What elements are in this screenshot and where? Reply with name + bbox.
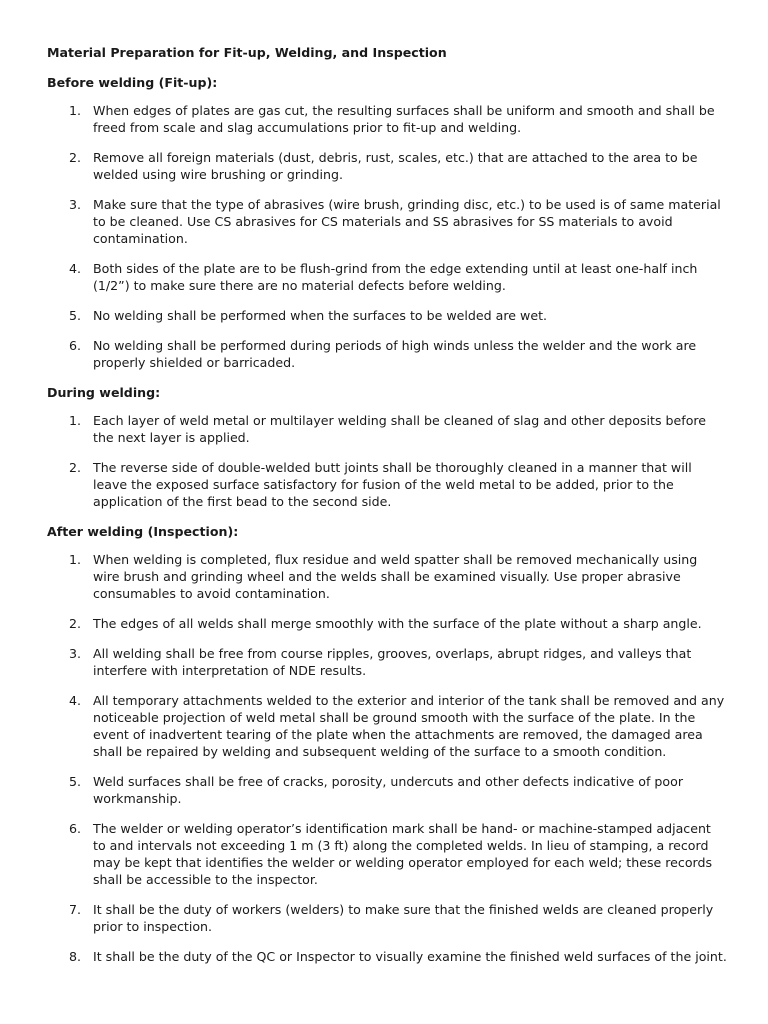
section-heading-before-welding: Before welding (Fit-up): [47, 75, 218, 90]
item-text: Both sides of the plate are to be flush-grind from the edge extending until at least one-half inch (1/2”) to make sure there are no material defects before welding. [93, 261, 698, 293]
item-number: 6. [69, 821, 82, 836]
item-number: 5. [69, 308, 82, 323]
list-item [47, 948, 727, 965]
item-text: Make sure that the type of abrasives (wire brush, grinding disc, etc.) to be used is of same material to be cleaned. Use CS abrasives for CS materials and SS abrasives for SS materials to avoid contamination. [93, 197, 721, 246]
list-item [47, 615, 727, 632]
item-text: Weld surfaces shall be free of cracks, porosity, undercuts and other defects indicative of poor workmanship. [93, 774, 684, 806]
item-number: 2. [69, 460, 82, 475]
item-number: 4. [69, 693, 82, 708]
list-item [47, 459, 727, 510]
item-text: When edges of plates are gas cut, the resulting surfaces shall be uniform and smooth and shall be freed from scale and slag accumulations prior to fit-up and welding. [93, 103, 715, 135]
item-text: It shall be the duty of workers (welders) to make sure that the finished welds are cleaned properly prior to inspection. [93, 902, 714, 934]
document-page [47, 44, 727, 978]
item-number: 2. [69, 616, 82, 631]
item-text: The edges of all welds shall merge smoothly with the surface of the plate without a sharp angle. [93, 616, 702, 631]
section-heading-after-welding: After welding (Inspection): [47, 524, 239, 539]
item-number: 3. [69, 646, 82, 661]
list-item [47, 692, 727, 760]
item-number: 3. [69, 197, 82, 212]
item-text: The reverse side of double-welded butt joints shall be thoroughly cleaned in a manner that will leave the exposed surface satisfactory for fusion of the weld metal to be added, prior to the application of the first bead to the second side. [93, 460, 692, 509]
item-number: 1. [69, 552, 82, 567]
item-text: The welder or welding operator’s identification mark shall be hand- or machine-stamped adjacent to and intervals not exceeding 1 m (3 ft) along the completed welds. In lieu of stamping, a record may be kept that identifies the welder or welding operator employed for each weld; these records shall be accessible to the inspector. [93, 821, 713, 887]
item-number: 1. [69, 413, 82, 428]
item-text: No welding shall be performed when the surfaces to be welded are wet. [93, 308, 548, 323]
item-number: 7. [69, 902, 82, 917]
list-item [47, 820, 727, 888]
item-number: 6. [69, 338, 82, 353]
list-item [47, 901, 727, 935]
item-text: All temporary attachments welded to the exterior and interior of the tank shall be removed and any noticeable projection of weld metal shall be ground smooth with the surface of the plate. In the event of inadvertent tearing of the plate when the attachments are removed, the damaged area shall be repaired by welding and subsequent welding of the surface to a smooth condition. [93, 693, 725, 759]
section-heading-during-welding: During welding: [47, 385, 161, 400]
after-welding-list [47, 551, 727, 965]
item-number: 5. [69, 774, 82, 789]
list-item [47, 102, 727, 136]
item-text: Remove all foreign materials (dust, debris, rust, scales, etc.) that are attached to the area to be welded using wire brushing or grinding. [93, 150, 698, 182]
during-welding-list [47, 412, 727, 510]
list-item [47, 149, 727, 183]
list-item [47, 196, 727, 247]
before-welding-list [47, 102, 727, 371]
item-number: 4. [69, 261, 82, 276]
list-item [47, 260, 727, 294]
item-text: All welding shall be free from course ripples, grooves, overlaps, abrupt ridges, and valleys that interfere with interpretation of NDE results. [93, 646, 692, 678]
list-item [47, 337, 727, 371]
item-text: No welding shall be performed during periods of high winds unless the welder and the work are properly shielded or barricaded. [93, 338, 697, 370]
item-number: 1. [69, 103, 82, 118]
list-item [47, 773, 727, 807]
item-text: When welding is completed, flux residue and weld spatter shall be removed mechanically using wire brush and grinding wheel and the welds shall be examined visually. Use proper abrasive consumables to avoid contamination. [93, 552, 698, 601]
item-number: 8. [69, 949, 82, 964]
document-title: Material Preparation for Fit-up, Welding, and Inspection [47, 45, 447, 60]
item-text: Each layer of weld metal or multilayer welding shall be cleaned of slag and other deposits before the next layer is applied. [93, 413, 707, 445]
list-item [47, 307, 727, 324]
list-item [47, 551, 727, 602]
item-number: 2. [69, 150, 82, 165]
list-item [47, 645, 727, 679]
item-text: It shall be the duty of the QC or Inspector to visually examine the finished weld surfaces of the joint. [93, 949, 727, 964]
list-item [47, 412, 727, 446]
